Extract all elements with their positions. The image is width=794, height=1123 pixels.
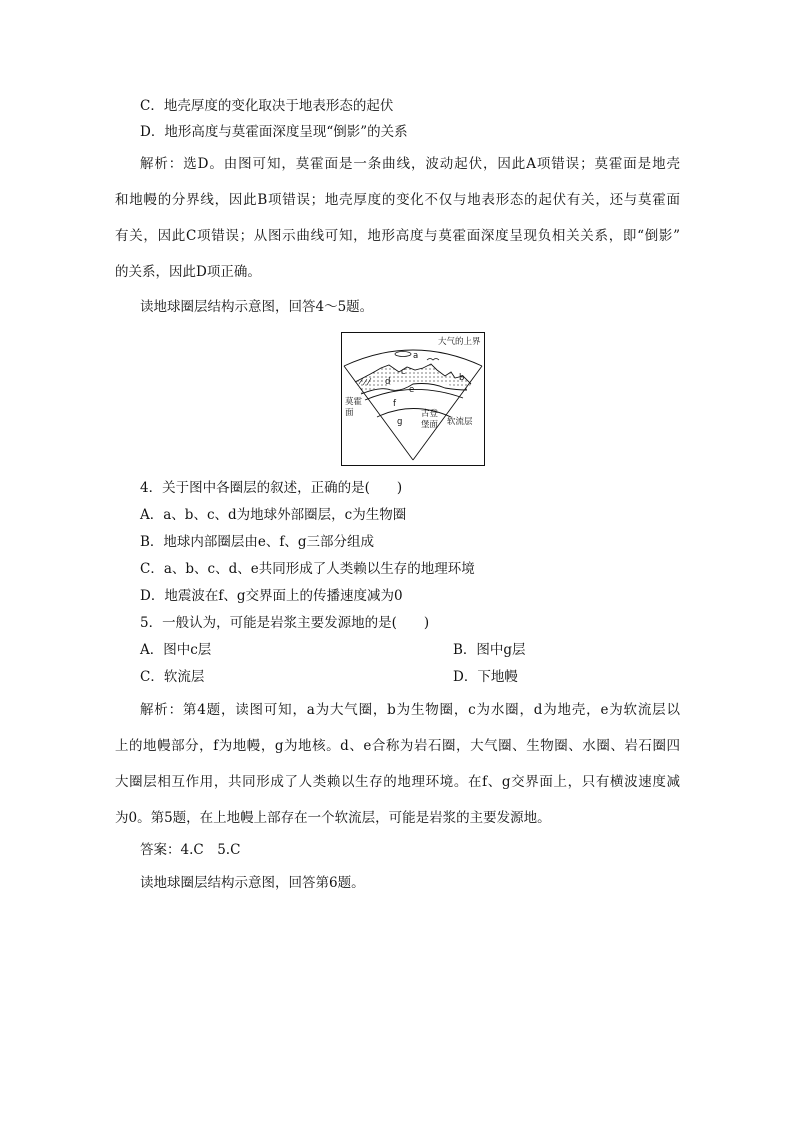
- intro-6: 读地球圈层结构示意图，回答第6题。: [140, 875, 365, 891]
- q5-option-c: C．软流层: [140, 669, 205, 685]
- q5-option-d: D．下地幔: [453, 669, 518, 685]
- svg-text:f: f: [393, 399, 396, 409]
- svg-text:面: 面: [345, 408, 354, 418]
- svg-text:堡面: 堡面: [421, 420, 439, 430]
- svg-text:古登: 古登: [421, 409, 439, 419]
- svg-text:c: c: [401, 367, 406, 377]
- analysis-45-line-4: 为0。第5题，在上地幔上部存在一个软流层，可能是岩浆的主要发源地。: [115, 810, 551, 826]
- intro-4-5: 读地球圈层结构示意图，回答4～5题。: [140, 299, 374, 315]
- analysis-45-line-3: 大圈层相互作用，共同形成了人类赖以生存的地理环境。在f、g交界面上，只有横波速度减: [115, 774, 680, 790]
- analysis-3-line-1: 解析：选D。由图可知，莫霍面是一条曲线，波动起伏，因此A项错误；莫霍面是地壳: [140, 156, 680, 172]
- svg-text:莫霍: 莫霍: [345, 397, 363, 407]
- svg-text:软流层: 软流层: [447, 417, 473, 427]
- svg-text:d: d: [385, 377, 391, 387]
- option-d-q3: D．地形高度与莫霍面深度呈现“倒影”的关系: [140, 124, 408, 140]
- analysis-3-line-4: 的关系，因此D项正确。: [115, 264, 261, 280]
- q5-option-b: B．图中g层: [453, 642, 526, 658]
- svg-text:e: e: [409, 385, 415, 395]
- q5-stem: 5．一般认为，可能是岩浆主要发源地的是( ): [140, 615, 430, 631]
- q4-stem: 4．关于图中各圈层的叙述，正确的是( ): [140, 480, 403, 496]
- q4-option-a: A．a、b、c、d为地球外部圈层，c为生物圈: [140, 507, 407, 523]
- earth-sphere-diagram: [341, 332, 485, 466]
- svg-text:a: a: [413, 351, 419, 361]
- q4-option-b: B．地球内部圈层由e、f、g三部分组成: [140, 534, 375, 550]
- analysis-3-line-2: 和地幔的分界线，因此B项错误；地壳厚度的变化不仅与地表形态的起伏有关，还与莫霍面: [115, 192, 680, 208]
- answer-45: 答案：4.C 5.C: [140, 842, 241, 858]
- analysis-45-line-1: 解析：第4题，读图可知，a为大气圈，b为生物圈，c为水圈，d为地壳，e为软流层以: [140, 702, 680, 718]
- svg-text:g: g: [397, 417, 403, 427]
- analysis-3-line-3: 有关，因此C项错误；从图示曲线可知，地形高度与莫霍面深度呈现负相关关系，即“倒影”: [115, 228, 680, 244]
- analysis-45-line-2: 上的地幔部分，f为地幔，g为地核。d、e合称为岩石圈，大气圈、生物圈、水圈、岩石圈四: [115, 738, 680, 754]
- svg-text:大气的上界: 大气的上界: [438, 337, 481, 347]
- q4-option-d: D．地震波在f、g交界面上的传播速度减为0: [140, 588, 403, 604]
- q4-option-c: C．a、b、c、d、e共同形成了人类赖以生存的地理环境: [140, 561, 475, 577]
- q5-option-a: A．图中c层: [140, 642, 212, 658]
- svg-text:b: b: [459, 373, 465, 383]
- option-c-q3: C．地壳厚度的变化取决于地表形态的起伏: [140, 98, 394, 114]
